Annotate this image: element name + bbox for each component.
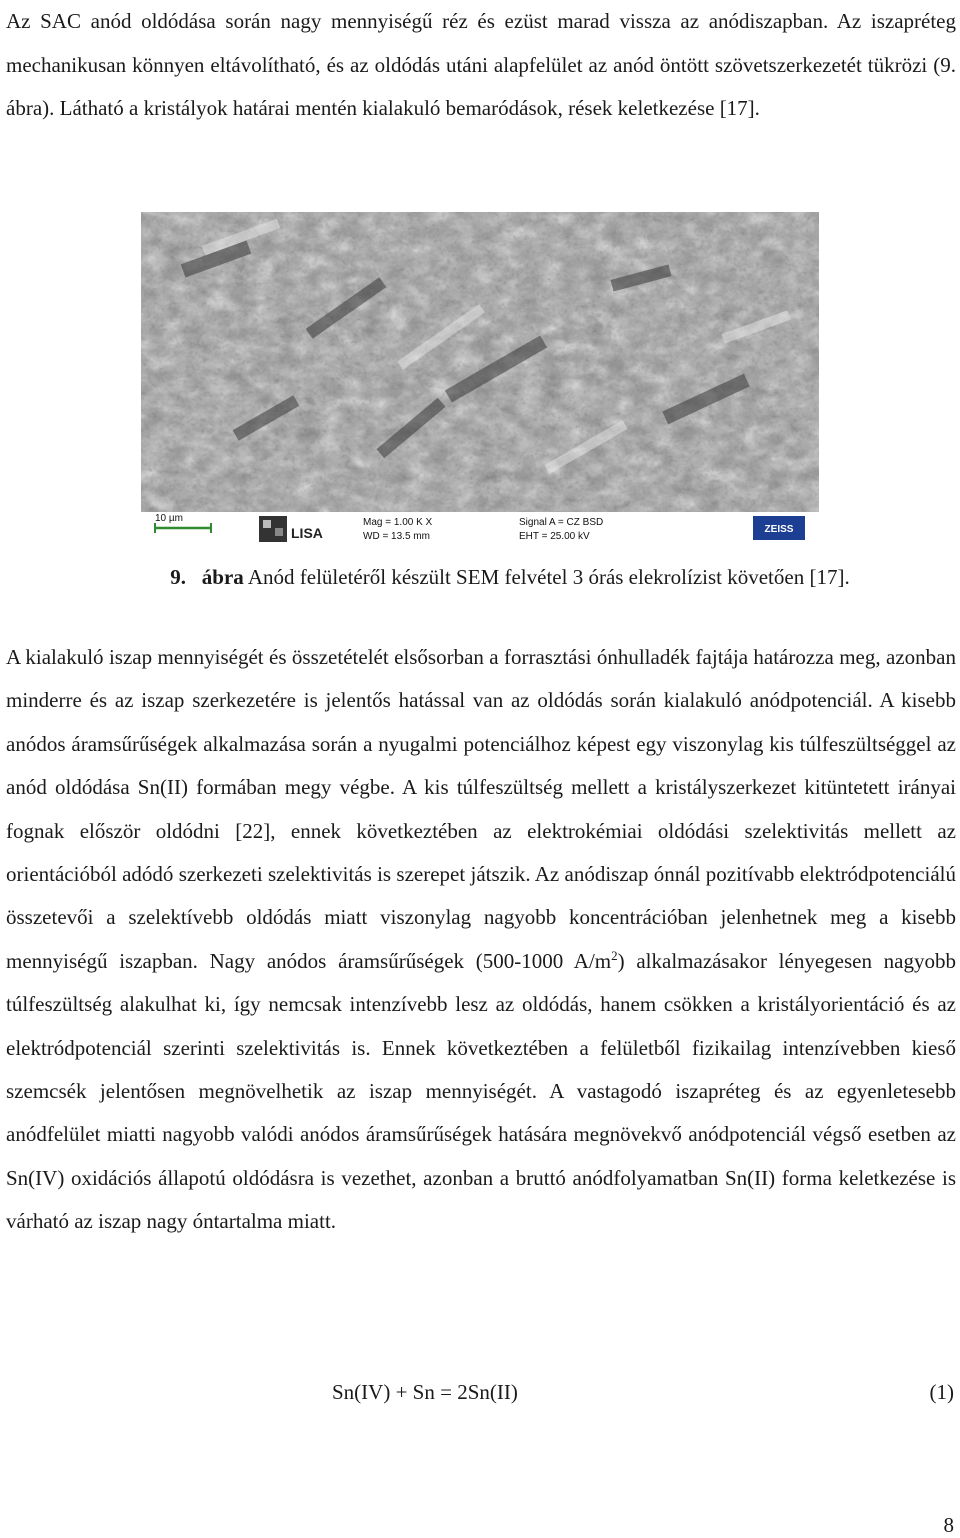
equation-expression: Sn(IV) + Sn = 2Sn(II) [332,1380,518,1404]
page-number: 8 [943,1513,954,1537]
intro-paragraph: Az SAC anód oldódása során nagy mennyiségű réz és ezüst marad vissza az anódiszapban. Az iszapréteg mechanikusan könnyen eltávolítható, és az oldódás utáni alapfelület az anód öntött szövetszerkezetét tükrözi (9. ábra). Látható a kristályok határai mentén kialakuló bemaródások, rések keletkezése [17]. [6,9,956,120]
eht-label: EHT = 25.00 kV [519,531,590,542]
sem-image [141,212,819,546]
caption-number: 9. [170,565,187,589]
lisa-logo-text: LISA [291,525,323,541]
scale-bar-label: 10 µm [155,513,183,524]
sem-figure [141,212,819,546]
equation-row [0,1380,960,1414]
equation-number: (1) [929,1380,954,1404]
main-paragraph-part2: ) alkalmazásakor lényegesen nagyobb túlfeszültség alakulhat ki, így nemcsak intenzívebb lesz az oldódás, hanem csökken a kristályorientáció és az elektródpotenciál szerinti szelektivitás is. Ennek következtében a felületből fizikailag intenzívebben kieső szemcsék jelentősen megnövelhetik az iszap mennyiségét. A vastagodó iszapréteg és az egyenletesebb anódfelület miatti nagyobb valódi anódos áramsűrűségek hatására megnövekvő anódpotenciál végső esetben az Sn(IV) oxidációs állapotú oldódásra is vezethet, azonban a bruttó anódfolyamatban Sn(II) forma keletkezése is várható az iszap nagy óntartalma miatt. [6,948,957,1234]
figure-caption [60,562,960,592]
wd-label: WD = 13.5 mm [363,531,430,542]
main-paragraph [6,636,956,1244]
zeiss-logo-text: ZEISS [764,524,794,535]
signal-label: Signal A = CZ BSD [519,517,604,528]
main-paragraph-part1: A kialakuló iszap mennyiségét és összetételét elsősorban a forrasztási ónhulladék fajtája határozza meg, azonban minderre és az iszap szerkezetére is jelentős hatással van az oldódás során kialakuló anódpotenciál. A kisebb anódos áramsűrűségek alkalmazása során a nyugalmi potenciálhoz képest egy viszonylag kis túlfeszültséggel az anód oldódása Sn(II) formában megy végbe. A kis túlfeszültség mellett a kristályszerkezet kitüntetett irányai fognak először oldódni [22], ennek következtében az elektrokémiai oldódási szelektivitás mellett az orientációból adódó szerkezeti szelektivitás is szerepet játszik. Az anódiszap ónnál pozitívabb elektródpotenciálú összetevői a szelektívebb oldódás miatt viszonylag nagyobb koncentrációban jelenhetnek meg a kisebb mennyiségű iszapban. Nagy anódos áramsűrűségek (500-1000 A/m [6,645,956,973]
mag-label: Mag = 1.00 K X [363,517,433,528]
caption-text: Anód felületéről készült SEM felvétel 3 órás elekrolízist követően [17]. [243,565,850,589]
zeiss-logo-icon [753,516,805,540]
unit-superscript: 2 [611,947,618,963]
caption-label: ábra [201,565,244,589]
